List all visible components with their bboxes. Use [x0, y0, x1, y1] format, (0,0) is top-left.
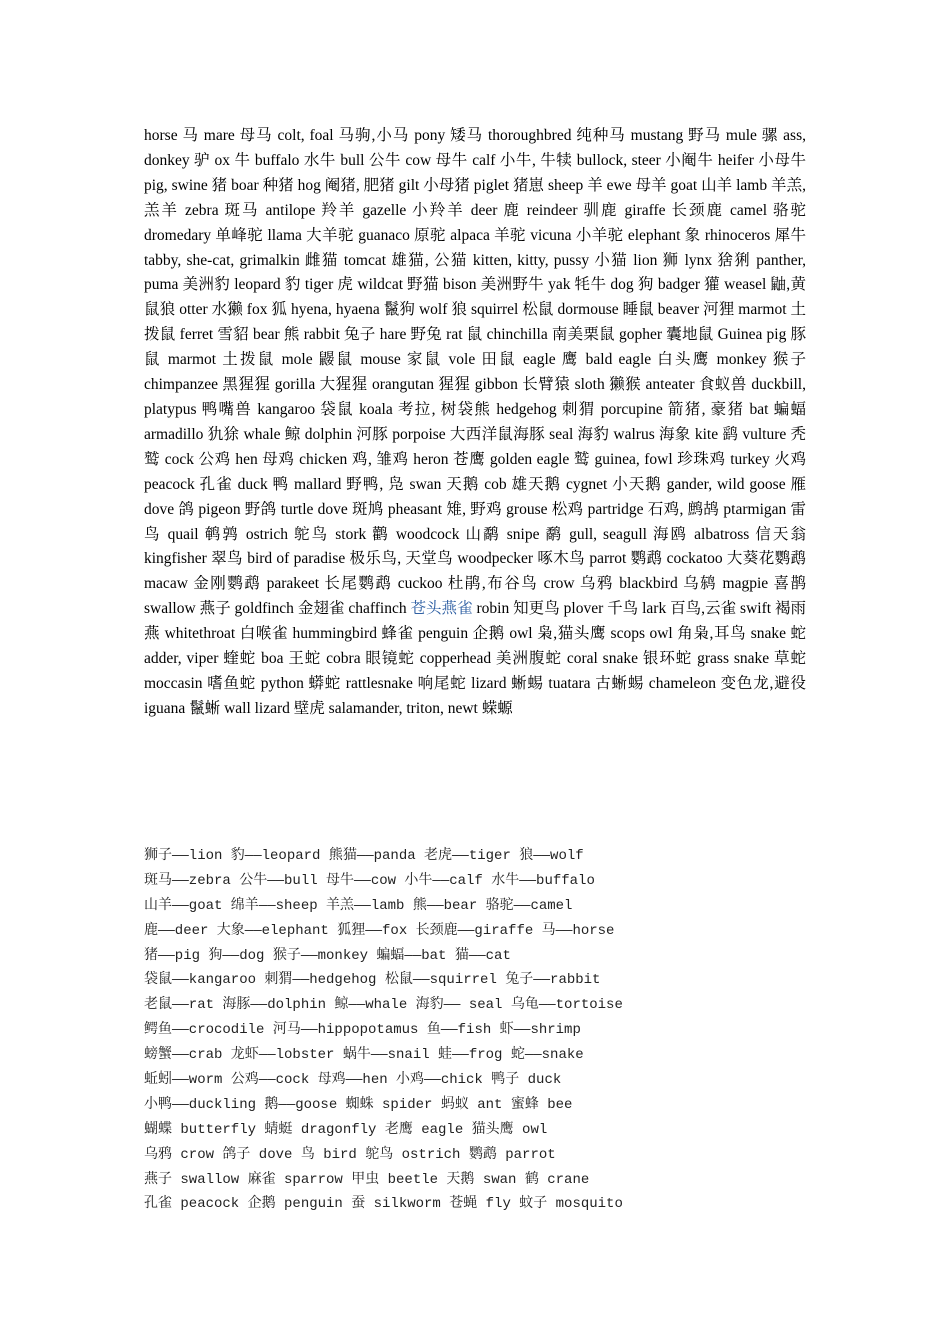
- list-line: 鹿——deer 大象——elephant 狐狸——fox 长颈鹿——giraffe 马——horse: [144, 922, 615, 939]
- list-line: 狮子——lion 豹——leopard 熊猫——panda 老虎——tiger 狼——wolf: [144, 848, 584, 864]
- list-line: 鳄鱼——crocodile 河马——hippopotamus 鱼——fish 虾——shrimp: [144, 1022, 581, 1039]
- list-line: 蝴蝶 butterfly 蜻蜓 dragonfly 老鹰 eagle 猫头鹰 owl: [144, 1121, 548, 1138]
- list-line: 螃蟹——crab 龙虾——lobster 蜗牛——snail 蛙——frog 蛇——snake: [144, 1047, 584, 1064]
- list-line: 斑马——zebra 公牛——bull 母牛——cow 小牛——calf 水牛——buffalo: [144, 872, 595, 889]
- list-line: 老鼠——rat 海豚——dolphin 鲸——whale 海豹—— seal 乌龟——tortoise: [144, 997, 623, 1014]
- list-line: 孔雀 peacock 企鹅 penguin 蚕 silkworm 苍蝇 fly 蚊子 mosquito: [144, 1196, 623, 1213]
- list-line: 袋鼠——kangaroo 刺猬——hedgehog 松鼠——squirrel 兔子——rabbit: [144, 972, 601, 989]
- list-line: 蚯蚓——worm 公鸡——cock 母鸡——hen 小鸡——chick 鸭子 duck: [144, 1072, 562, 1089]
- highlighted-term: 苍头燕雀: [410, 600, 473, 618]
- list-line: 乌鸦 crow 鸽子 dove 鸟 bird 鸵鸟 ostrich 鹦鹉 parrot: [144, 1146, 556, 1163]
- vocabulary-paragraph: [144, 124, 806, 722]
- list-line: 燕子 swallow 麻雀 sparrow 甲虫 beetle 天鹅 swan 鹤 crane: [144, 1171, 590, 1188]
- list-line: 猪——pig 狗——dog 猴子——monkey 蝙蝠——bat 猫——cat: [144, 947, 511, 964]
- list-line: 山羊——goat 绵羊——sheep 羊羔——lamb 熊——bear 骆驼——camel: [144, 897, 573, 914]
- paragraph-text-part-1: horse 马 mare 母马 colt, foal 马驹,小马 pony 矮马 thoroughbred 纯种马 mustang 野马 mule 骡 ass, donkey 驴 ox 牛 buffalo 水牛 bull 公牛 cow 母牛 calf 小牛, 牛犊 bullock, steer 小阉牛 heifer 小母牛 pig, swine 猪 boar 种猪 hog 阉猪, 肥猪 gilt 小母猪 piglet 猪崽 sheep 羊 ewe 母羊 goat 山羊 lamb 羊羔,羔羊 zebra 斑马 antilope 羚羊 gazelle 小羚羊 deer 鹿 reindeer 驯鹿 giraffe 长颈鹿 camel 骆驼 dromedary 单峰驼 llama 大羊驼 guanaco 原驼 alpaca 羊驼 vicuna 小羊驼 elephant 象 rhinoceros 犀牛 tabby, she-cat, grimalkin 雌猫 tomcat 雄猫, 公猫 kitten, kitty, pussy 小猫 lion 狮 lynx 猞猁 panther, puma 美洲豹 leopard 豹 tiger 虎 wildcat 野猫 bison 美洲野牛 yak 牦牛 dog 狗 badger 獾 weasel 鼬,黄鼠狼 otter 水獭 fox 狐 hyena, hyaena 鬣狗 wolf 狼 squirrel 松鼠 dormouse 睡鼠 beaver 河狸 marmot 土拨鼠 ferret 雪貂 bear 熊 rabbit 兔子 hare 野兔 rat 鼠 chinchilla 南美栗鼠 gopher 囊地鼠 Guinea pig 豚鼠 marmot 土拨鼠 mole 鼹鼠 mouse 家鼠 vole 田鼠 eagle 鹰 bald eagle 白头鹰 monkey 猴子 chimpanzee 黑猩猩 gorilla 大猩猩 orangutan 猩猩 gibbon 长臂猿 sloth 獭猴 anteater 食蚁兽 duckbill, platypus 鸭嘴兽 kangaroo 袋鼠 koala 考拉, 树袋熊 hedgehog 刺猬 porcupine 箭猪, 豪猪 bat 蝙蝠 armadillo 犰狳 whale 鲸 dolphin 河豚 porpoise 大西洋鼠海豚 seal 海豹 walrus 海象 kite 鹞 vulture 秃鹫 cock 公鸡 hen 母鸡 chicken 鸡, 雏鸡 heron 苍鹰 golden eagle 鹫 guinea, fowl 珍珠鸡 turkey 火鸡 peacock 孔雀 duck 鸭 mallard 野鸭, 凫 swan 天鹅 cob 雄天鹅 cygnet 小天鹅 gander, wild goose 雁 dove 鸽 pigeon 野鸽 turtle dove 斑鸠 pheasant 雉, 野鸡 grouse 松鸡 partridge 石鸡, 鹧鸪 ptarmigan 雷鸟 quail 鹌鹑 ostrich 鸵鸟 stork 鹳 woodcock 山鹬 snipe 鹬 gull, seagull 海鸥 albatross 信天翁 kingfisher 翠鸟 bird of paradise 极乐鸟, 天堂鸟 woodpecker 啄木鸟 parrot 鹦鹉 cockatoo 大葵花鹦鹉 macaw 金刚鹦鹉 parakeet 长尾鹦鹉 cuckoo 杜鹃,布谷鸟 crow 乌鸦 blackbird 乌鸫 magpie 喜鹊 swallow 燕子 goldfinch 金翅雀 chaffinch: [144, 127, 806, 618]
- vocabulary-list: [144, 844, 824, 1217]
- list-line: 小鸭——duckling 鹅——goose 蜘蛛 spider 蚂蚁 ant 蜜蜂 bee: [144, 1096, 573, 1113]
- paragraph-text-part-2: robin 知更鸟 plover 千鸟 lark 百鸟,云雀 swift 褐雨燕 whitethroat 白喉雀 hummingbird 蜂雀 penguin 企鹅 owl 枭,猫头鹰 scops owl 角枭,耳鸟 snake 蛇 adder, viper 蝰蛇 boa 王蛇 cobra 眼镜蛇 copperhead 美洲腹蛇 coral snake 银环蛇 grass snake 草蛇 moccasin 嗜鱼蛇 python 蟒蛇 rattlesnake 响尾蛇 lizard 蜥蜴 tuatara 古蜥蜴 chameleon 变色龙,避役 iguana 鬣蜥 wall lizard 壁虎 salamander, triton, newt 蝾螈: [144, 600, 806, 717]
